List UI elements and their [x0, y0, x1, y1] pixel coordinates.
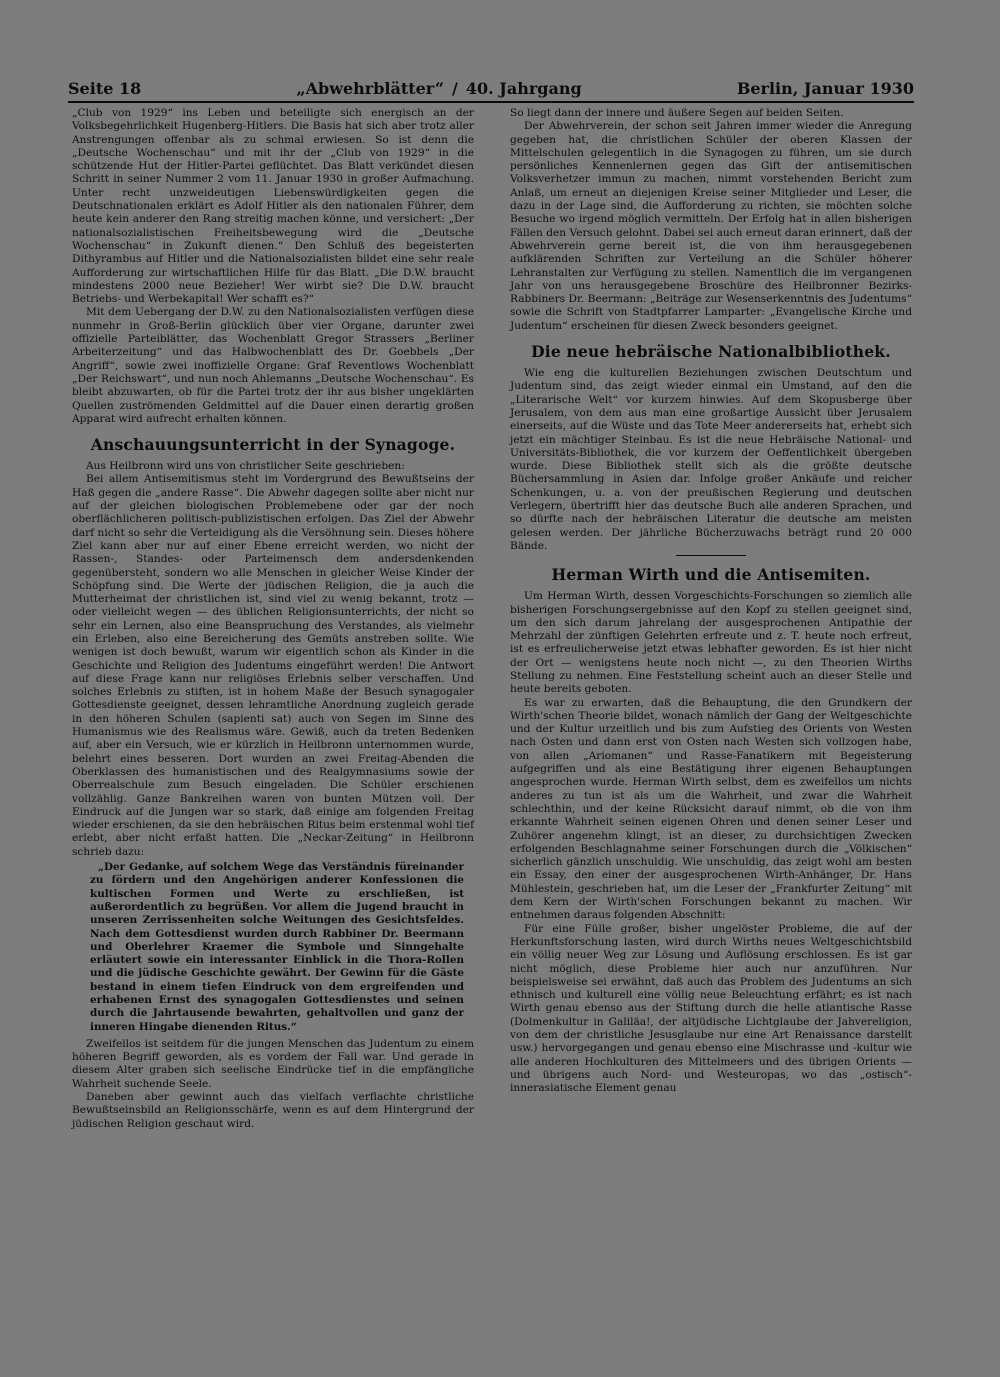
- paragraph: Zweifellos ist seitdem für die jungen Menschen das Judentum zu einem höheren Begriff geworden, als es vordem der Fall war. Und gerade in diesem Alter graben sich seelische Eindrücke tief in die empfängliche Wahrheit suchende Seele.: [72, 1037, 474, 1090]
- place-date: Berlin, Januar 1930: [736, 79, 914, 98]
- header-divider: /: [452, 79, 458, 98]
- paragraph: Bei allem Antisemitismus steht im Vordergrund des Bewußtseins der Haß gegen die „andere Rasse“. Die Abwehr dagegen sollte aber nicht nur auf der gleichen biologischen Problemebene oder gar der noch oberflächlicheren politisch-publizistischen erfolgen. Das Ziel der Abwehr darf nicht so sehr die Verteidigung als die Versöhnung sein. Dieses höhere Ziel kann aber nur auf einer Ebene erreicht werden, wo nicht der Rassen-, Standes- oder Parteimensch dem andersdenkenden gegenübersteht, sondern wo alle Menschen in gleicher Weise Kinder der Schöpfung sind. Die Werte der jüdischen Religion, die ja auch die Mutterheimat der christlichen ist, sind viel zu wenig bekannt, trotz — oder vielleicht wegen — des üblichen Religionsunterrichts, der nicht so sehr ein Lernen, also eine Beanspruchung des Verstandes, als vielmehr ein Erleben, also eine Bereicherung des Gemüts anstreben sollte. Wie wenigen ist doch bewußt, warum wir eigentlich schon als Kinder in die Geschichte und Religion des Judentums eingeführt werden! Die Antwort auf diese Frage kann nur religiöses Erlebnis selber verschaffen. Und solches Erlebnis zu stiften, ist in hohem Maße der Besuch synagogaler Gottesdienste geeignet, dessen lehramtliche Anordnung zugleich gerade in den höheren Schulen (sapienti sat) auch von Segen im Sinne des Humanismus wie des Realismus wäre. Gewiß, auch da treten Bedenken auf, aber ein Versuch, wie er kürzlich in Heilbronn unternommen wurde, belehrt eines besseren. Dort wurden an zwei Freitag-Abenden die Oberklassen des humanistischen und des Realgymnasiums sowie der Oberrealschule zum Besuch eingeladen. Die Schüler erschienen vollzählig. Ganze Bankreihen waren von bunten Mützen voll. Der Eindruck auf die Jungen war so stark, daß einige am folgenden Freitag wieder erschienen, da sie den hebräischen Ritus beim erstenmal wohl tief erlebt, aber nicht erfaßt hatten. Die „Neckar-Zeitung“ in Heilbronn schrieb dazu:: [72, 473, 474, 858]
- right-column: [510, 107, 912, 1095]
- paragraph: Daneben aber gewinnt auch das vielfach verflachte christliche Bewußtseinsbild an Religionsschärfe, wenn es auf dem Hintergrund der jüdischen Religion geschaut wird.: [72, 1091, 474, 1130]
- volume-label: 40. Jahrgang: [465, 79, 582, 98]
- article-heading-synagoge: Anschauungsunterricht in der Synagoge.: [90, 435, 456, 455]
- left-column: [72, 107, 474, 1131]
- paragraph: Aus Heilbronn wird uns von christlicher Seite geschrieben:: [86, 460, 405, 473]
- paragraph: Es war zu erwarten, daß die Behauptung, die den Grundkern der Wirth'schen Theorie bildet, wonach nämlich der Gang der Weltgeschichte und der Kultur urzeitlich und bis zum Aufstieg des Orients von Westen nach Osten und dann erst von Osten nach Westen sich vollzogen habe, von allen „Ariomanen“ und Rasse-Fanatikern mit Begeisterung aufgegriffen und als eine Bestätigung ihrer eigenen Behauptungen angesprochen wurde. Herman Wirth selbst, dem es zweifellos um nichts anderes zu tun ist als um die Wahrheit, und zwar die Wahrheit schlechthin, und der keine Rücksicht darauf nimmt, ob die von ihm erkannte Wahrheit seinen eigenen Ohren und denen seiner Leser und Zuhörer angenehm klingt, ist an dieser, zu durchsichtigen Zwecken erfolgenden Beschlagnahme seiner Forschungen durch die „Völkischen“ sicherlich gänzlich unschuldig. Wie unschuldig, das zeigt wohl am besten ein Essay, den einer der ausgesprochenen Wirth-Anhänger, Dr. Hans Mühlestein, geschrieben hat, um die Leser der „Frankfurter Zeitung“ mit dem Kern der Wirth'schen Forschungen bekannt zu machen. Wir entnehmen daraus folgenden Abschnitt:: [510, 696, 912, 922]
- paragraph: Um Herman Wirth, dessen Vorgeschichts-Forschungen so ziemlich alle bisherigen Forschungsergebnisse auf den Kopf zu stellen geeignet sind, um den sich darum jahrelang der ausgesprochenen Antipathie der Mehrzahl der zünftigen Gelehrten erfreute und z. T. heute noch erfreut, ist es erfreulicherweise jetzt etwas lebhafter geworden. Es ist hier nicht der Ort — wenigstens heute noch nicht —, zu den Theorien Wirths Stellung zu nehmen. Eine Feststellung scheint auch an dieser Stelle und heute bereits geboten.: [510, 590, 912, 696]
- masthead: [296, 79, 581, 98]
- block-quote: [90, 861, 464, 1034]
- page-header: [68, 72, 914, 98]
- separator-rule: [676, 555, 746, 556]
- paragraph: Wie eng die kulturellen Beziehungen zwischen Deutschtum und Judentum sind, das zeigt wieder einmal ein Umstand, auf den die „Literarische Welt“ vor kurzem hinwies. Auf dem Skopusberge über Jerusalem, von dem aus man eine großartige Aussicht über Jerusalem einerseits, auf die Wüste und das Tote Meer andererseits hat, erhebt sich jetzt ein mächtiger Steinbau. Es ist die neue Hebräische National- und Universitäts-Bibliothek, die vor kurzem der Oeffentlichkeit übergeben wurde. Diese Bibliothek stellt sich als die größte deutsche Büchersammlung in Asien dar. Infolge großer Ankäufe und reicher Schenkungen, u. a. von der preußischen Regierung und deutschen Verlegern, übertrifft hier das deutsche Buch alle anderen Sprachen, und so dürfte nach der hebräischen Literatur die deutsche am meisten gelesen werden. Der jährliche Bücherzuwachs beträgt rund 20 000 Bände.: [510, 367, 912, 552]
- paragraph: Für eine Fülle großer, bisher ungelöster Probleme, die auf der Herkunftsforschung lasten, wird durch Wirths neues Weltgeschichtsbild ein völlig neuer Weg zur Lösung und Auflösung erschlossen. Es ist gar nicht möglich, diese Probleme hier auch nur anzuführen. Nur beispielsweise sei erwähnt, daß auch das Problem des Judentums an sich ethnisch und kulturell eine völlig neue Beleuchtung erfährt; es ist nach Wirth genau ebenso aus der Stiftung durch die helle atlantische Rasse (Dolmenkultur in Galiläa!, der altjüdische Lichtglaube der Jahvereligion, von dem der christliche Jesusglaube nur eine Art Renaissance darstellt usw.) hervorgegangen und genau ebenso eine Mischrasse und -kultur wie alle anderen Hochkulturen des Mittelmeers und des übrigen Orients — und übrigens auch Nord- und Westeuropas, wo das „ostisch“-innerasiatische Element genau: [510, 922, 912, 1095]
- header-rule: [68, 101, 914, 103]
- paragraph: Der Abwehrverein, der schon seit Jahren immer wieder die Anregung gegeben hat, die christlichen Schüler der oberen Klassen der Mittelschulen gelegentlich in die Synagogen zu führen, um sie durch persönliches Kennenlernen gegen das Gift der antisemitischen Volksverhetzer immun zu machen, nimmt vorstehenden Bericht zum Anlaß, um erneut an diejenigen Kreise seiner Mitglieder und Leser, die dazu in der Lage sind, die Aufforderung zu richten, sie möchten solche Besuche wo irgend möglich vermitteln. Der Erfolg hat in allen bisherigen Fällen den Versuch gelohnt. Dabei sei auch erneut daran erinnert, daß der Abwehrverein gerne bereit ist, die von ihm herausgegebenen aufklärenden Schriften zur Verteilung an die Schüler höherer Lehranstalten zur Verfügung zu stellen. Namentlich die im vergangenen Jahr von uns herausgegebene Broschüre des Heilbronner Bezirks-Rabbiners Dr. Beermann: „Beiträge zur Wesenserkenntnis des Judentums“ sowie die Schrift von Stadtpfarrer Lamparter: „Evangelische Kirche und Judentum“ erscheinen für diesen Zweck besonders geeignet.: [510, 120, 912, 332]
- page-number: Seite 18: [68, 79, 142, 98]
- publication-title: „Abwehrblätter“: [296, 79, 445, 98]
- quote-paragraph: „Der Gedanke, auf solchem Wege das Verständnis füreinander zu fördern und den Angehörigen anderer Konfessionen die kultischen Formen und Werte zu erschließen, ist außerordentlich zu begrüßen. Vor allem die Jugend braucht in unseren Zerrissenheiten solche Weitungen des Gesichtsfeldes. Nach dem Gottesdienst wurden durch Rabbiner Dr. Beermann und Oberlehrer Kraemer die Symbole und Sinngehalte erläutert sowie ein interessanter Einblick in die Thora-Rollen und die jüdische Geschichte gewährt. Der Gewinn für die Gäste bestand in einem tiefen Eindruck von dem ergreifenden und erhabenen Ernst des synagogalen Gottesdienstes und seinen durch die Jahrtausende bewahrten, gehaltvollen und ganz der inneren Hingabe dienenden Ritus.“: [90, 861, 464, 1033]
- article-heading-wirth: Herman Wirth und die Antisemiten.: [551, 565, 871, 585]
- article-heading-nationalbibliothek: Die neue hebräische Nationalbibliothek.: [531, 342, 891, 362]
- paragraph: So liegt dann der innere und äußere Segen auf beiden Seiten.: [510, 107, 844, 119]
- paragraph: Mit dem Uebergang der D.W. zu den Nationalsozialisten verfügen diese nunmehr in Groß-Berlin glücklich über vier Organe, darunter zwei offizielle Parteiblätter, das Wochenblatt Gregor Strassers „Berliner Arbeiterzeitung“ und das Halbwochenblatt des Dr. Goebbels „Der Angriff“, sowie zwei inoffizielle Organe: Graf Reventlows Wochenblatt „Der Reichswart“, und nun noch Ahlemanns „Deutsche Wochenschau“. Es bleibt abzuwarten, ob für die Partei trotz der ihr aus bisher ungeklärten Quellen zuströmenden Geldmittel auf die Dauer einen derartig großen Apparat wird aufrecht erhalten können.: [72, 306, 474, 425]
- paragraph: „Club von 1929“ ins Leben und beteiligte sich energisch an der Volksbegehrlichkeit Hugenberg-Hitlers. Die Basis hat sich aber trotz aller Anstrengungen offenbar als zu schmal erwiesen. So ist denn die „Deutsche Wochenschau“ und mit ihr der „Club von 1929“ in die schützende Hut der Hitler-Partei geflüchtet. Das Blatt verkündet diesen Schritt in seiner Nummer 2 vom 11. Januar 1930 in großer Aufmachung. Unter recht unzweideutigen Liebenswürdigkeiten gegen die Deutschnationalen erklärt es Adolf Hitler als den nationalen Führer, dem heute kein anderer den Rang streitig machen könne, und versichert: „Der nationalsozialistischen Freiheitsbewegung wird die „Deutsche Wochenschau“ in Zukunft dienen.“ Den Schluß des begeisterten Dithyrambus auf Hitler und die Nationalsozialisten bildet eine sehr reale Aufforderung zur wirtschaftlichen Hilfe für das Blatt. „Die D.W. braucht mindestens 2000 neue Bezieher! Wer wirbt sie? Die D.W. braucht Betriebs- und Werbekapital! Wer schafft es?“: [72, 107, 474, 306]
